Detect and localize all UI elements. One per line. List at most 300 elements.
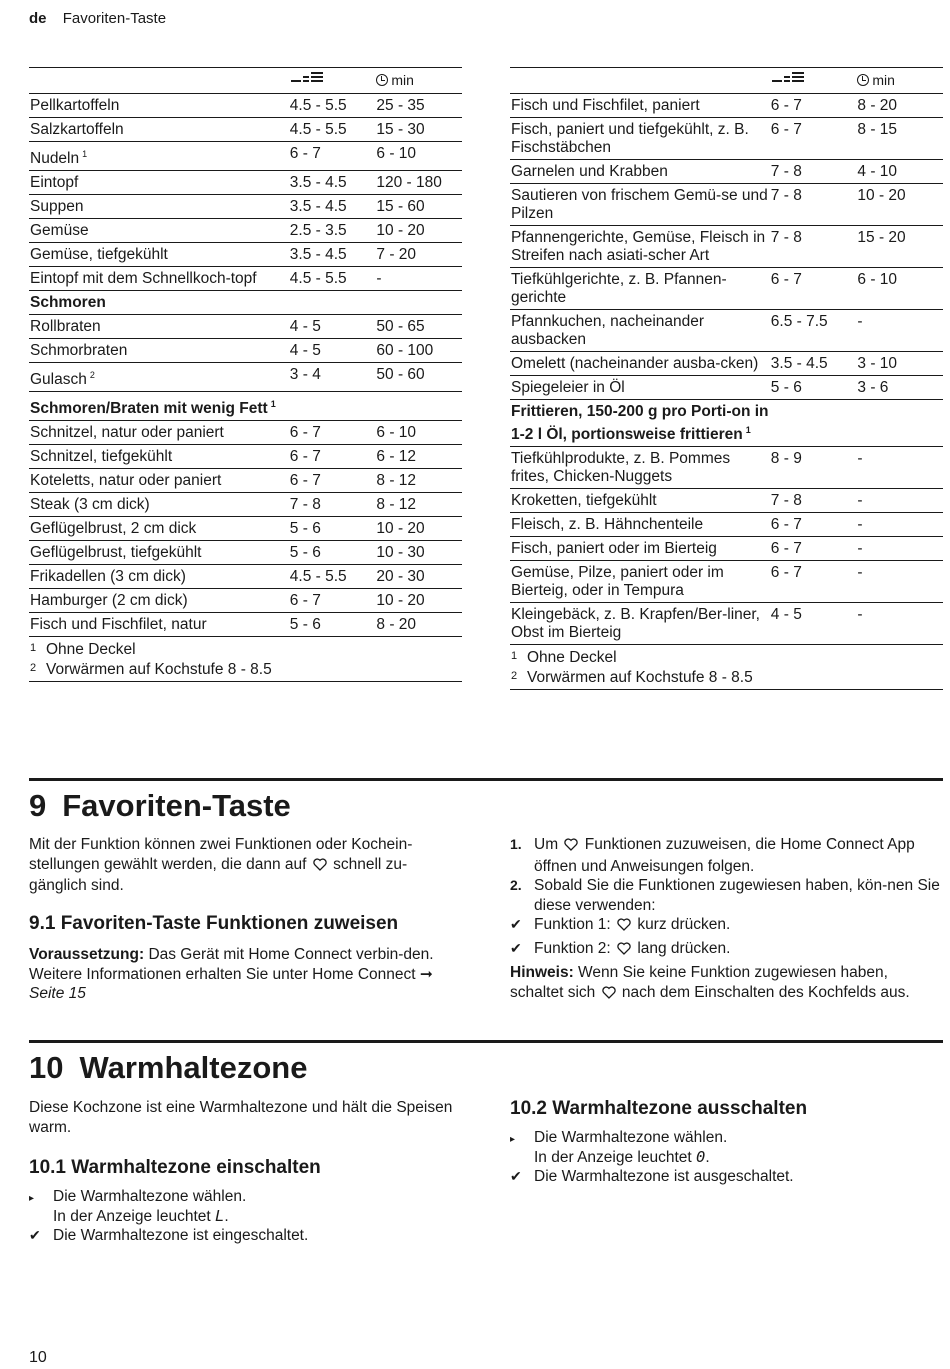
food-name: Fisch, paniert und tiefgekühlt, z. B. Fischstäbchen (511, 121, 749, 156)
food-cell (29, 171, 289, 195)
time-cell (375, 171, 462, 195)
cooking-time: - (857, 564, 863, 581)
table-row (29, 118, 462, 142)
level-cell (770, 537, 857, 561)
subsection-10-1-heading: 10.1 Warmhaltezone einschalten (29, 1157, 321, 1178)
section-title: Warmhaltezone (79, 1050, 308, 1085)
cooking-level: 3 - 4 (289, 366, 321, 383)
note (510, 963, 942, 1004)
table-row (510, 94, 943, 118)
footnote-text: Ohne Deckel (46, 641, 136, 658)
table-row (510, 310, 943, 352)
header-cell-empty (29, 68, 289, 94)
table-row (29, 195, 462, 219)
level-cell (770, 513, 857, 537)
note-text: Wenn Sie keine Funktion zugewiesen haben, schaltet sich (510, 964, 888, 1001)
table-row (510, 226, 943, 268)
table-row (510, 537, 943, 561)
time-cell (375, 339, 462, 363)
food-cell (510, 400, 770, 447)
section-9-steps (510, 835, 942, 1004)
food-cell (29, 142, 289, 171)
display-symbol: 0 (696, 1147, 706, 1166)
food-name: Schnitzel, tiefgekühlt (30, 448, 173, 465)
result-text: Die Warmhaltezone ist ausgeschaltet. (534, 1168, 794, 1185)
section-10-intro: Diese Kochzone ist eine Warmhaltezone und hält die Speisen warm. (29, 1099, 453, 1136)
food-cell (29, 267, 289, 291)
table-footnotes (510, 645, 943, 690)
level-cell (289, 541, 376, 565)
cooking-time: 10 - 20 (376, 592, 425, 609)
food-name: Fisch und Fischfilet, natur (30, 616, 207, 633)
cooking-level: 3.5 - 4.5 (289, 198, 347, 215)
check-icon: ✔ (510, 1168, 522, 1184)
time-cell (375, 493, 462, 517)
food-cell (510, 489, 770, 513)
table-section-row (29, 291, 462, 315)
time-cell (375, 565, 462, 589)
table-row (29, 171, 462, 195)
time-cell (856, 537, 943, 561)
intro-text: Mit der Funktion können zwei Funktionen oder Kochein-stellungen gewählt werden, die dann auf (29, 836, 413, 873)
food-name: Schmoren/Braten mit wenig Fett (30, 400, 268, 417)
cooking-table-left (29, 67, 462, 682)
step-item (510, 835, 942, 876)
cooking-level: 7 - 8 (770, 187, 802, 204)
cooking-level: 5 - 6 (289, 616, 321, 633)
food-cell (29, 589, 289, 613)
hob-level-icon (771, 71, 856, 83)
food-name: Garnelen und Krabben (511, 163, 668, 180)
table-row (29, 421, 462, 445)
food-name: Fisch und Fischfilet, paniert (511, 97, 700, 114)
cooking-level: 2.5 - 3.5 (289, 222, 347, 239)
food-cell (29, 363, 289, 392)
header-cell-empty (510, 68, 770, 94)
cooking-time: - (857, 516, 863, 533)
table-row (29, 613, 462, 637)
food-name: Pfannengerichte, Gemüse, Fleisch in Streifen nach asiati-scher Art (511, 229, 766, 264)
time-cell (856, 513, 943, 537)
table-row (510, 513, 943, 537)
section-number: 10 (29, 1050, 64, 1085)
cooking-time: - (857, 313, 863, 330)
food-cell (29, 392, 289, 421)
food-name: Hamburger (2 cm dick) (30, 592, 188, 609)
table-row (510, 376, 943, 400)
level-cell (289, 363, 376, 392)
footnote (511, 667, 942, 687)
table-row (29, 565, 462, 589)
time-cell (856, 184, 943, 226)
food-cell (29, 565, 289, 589)
level-cell (289, 118, 376, 142)
food-cell (29, 613, 289, 637)
level-cell (770, 118, 857, 160)
subsection-10-2-steps (510, 1128, 942, 1187)
step-item (510, 1128, 942, 1167)
check-icon: ✔ (510, 916, 522, 932)
cooking-time: 50 - 60 (376, 366, 425, 383)
step-text-b: Funktionen zuzuweisen, die Home Connect App öffnen und Anweisungen folgen. (534, 836, 915, 875)
footnote (30, 639, 461, 659)
table-row (29, 517, 462, 541)
cooking-time: - (857, 450, 863, 467)
language-code: de (29, 10, 47, 27)
cooking-level: 6 - 7 (289, 424, 321, 441)
intro-text: schnell zu-gänglich sind. (29, 855, 408, 894)
note-text: nach dem Einschalten des Kochfelds aus. (621, 983, 910, 1001)
food-cell (510, 118, 770, 160)
heart-icon (602, 985, 616, 1005)
food-cell (29, 493, 289, 517)
cooking-table (29, 67, 462, 682)
cooking-time: 4 - 10 (857, 163, 898, 180)
cooking-time: 120 - 180 (376, 174, 442, 191)
table-row (510, 561, 943, 603)
time-header (857, 71, 895, 89)
table-row (29, 243, 462, 267)
time-unit: min (391, 72, 414, 88)
result-item (510, 915, 942, 937)
cooking-time: 8 - 15 (857, 121, 898, 138)
food-name: Sautieren von frischem Gemü-se und Pilzen (511, 187, 768, 222)
cooking-time: 50 - 65 (376, 318, 425, 335)
heart-icon (617, 917, 631, 937)
step-item (510, 876, 942, 915)
subsection-9-1-heading: 9.1 Favoriten-Taste Funktionen zuweisen (29, 913, 399, 934)
result-text-a: Funktion 2: (534, 939, 611, 957)
table-row (29, 219, 462, 243)
footnote-cell (29, 637, 462, 682)
time-cell (375, 445, 462, 469)
time-cell (375, 243, 462, 267)
level-cell (770, 376, 857, 400)
level-cell (289, 339, 376, 363)
header-cell-level (770, 68, 857, 94)
time-unit: min (872, 72, 895, 88)
cooking-time: 10 - 30 (376, 544, 425, 561)
food-cell (510, 226, 770, 268)
table-row (29, 493, 462, 517)
footnote-text: Ohne Deckel (527, 649, 617, 666)
cooking-level: 4.5 - 5.5 (289, 568, 347, 585)
check-icon: ✔ (29, 1227, 41, 1243)
table-header-row (510, 68, 943, 94)
food-name: Tiefkühlgerichte, z. B. Pfannen-gerichte (511, 271, 727, 306)
section-title: Favoriten-Taste (62, 788, 291, 823)
result-text (534, 915, 730, 937)
cooking-time: 20 - 30 (376, 568, 425, 585)
time-cell (375, 315, 462, 339)
time-cell (375, 195, 462, 219)
cooking-level: 8 - 9 (770, 450, 802, 467)
table-row (29, 445, 462, 469)
cooking-time: - (857, 540, 863, 557)
cooking-time: 10 - 20 (857, 187, 906, 204)
table-row (29, 94, 462, 118)
food-cell (29, 315, 289, 339)
level-cell (770, 603, 857, 645)
cooking-time: 10 - 20 (376, 222, 425, 239)
table-row (29, 541, 462, 565)
cooking-level: 6 - 7 (770, 540, 802, 557)
footnote (511, 647, 942, 667)
section-10-heading (29, 1050, 307, 1086)
cooking-level: 6 - 7 (289, 448, 321, 465)
food-cell (29, 195, 289, 219)
food-name: Geflügelbrust, tiefgekühlt (30, 544, 202, 561)
food-cell (510, 160, 770, 184)
heart-icon (313, 857, 327, 877)
footnote-text: Vorwärmen auf Kochstufe 8 - 8.5 (46, 661, 272, 678)
cooking-level: 6 - 7 (770, 564, 802, 581)
time-cell (375, 469, 462, 493)
level-cell (770, 226, 857, 268)
heart-icon (617, 941, 631, 961)
section-number: 9 (29, 788, 47, 823)
prerequisite (29, 945, 461, 1004)
header-cell-level (289, 68, 376, 94)
footnote (30, 659, 461, 679)
time-cell (375, 267, 462, 291)
section-divider (29, 1040, 943, 1043)
time-cell (375, 363, 462, 392)
result-text-b: lang drücken. (637, 939, 731, 957)
food-cell (29, 541, 289, 565)
time-cell (856, 94, 943, 118)
note-label: Hinweis: (510, 964, 574, 981)
food-cell (510, 268, 770, 310)
cooking-time: 8 - 12 (376, 496, 417, 513)
level-cell (770, 310, 857, 352)
triangle-bullet-icon: ▸ (510, 1134, 516, 1145)
food-name: Omelett (nacheinander ausba-cken) (511, 355, 759, 372)
cooking-level: 7 - 8 (770, 163, 802, 180)
cooking-time: 3 - 6 (857, 379, 889, 396)
table-row (29, 142, 462, 171)
level-cell (289, 613, 376, 637)
level-cell (289, 517, 376, 541)
time-cell (856, 352, 943, 376)
page-header (29, 10, 166, 27)
food-cell (510, 184, 770, 226)
header-cell-time (375, 68, 462, 94)
table-row (510, 268, 943, 310)
food-cell (510, 603, 770, 645)
time-cell (375, 291, 462, 315)
subsection-10-1-steps (29, 1187, 461, 1246)
cooking-level: 5 - 6 (289, 544, 321, 561)
level-cell (770, 561, 857, 603)
cooking-time: 8 - 20 (857, 97, 898, 114)
food-cell (29, 445, 289, 469)
table-row (510, 352, 943, 376)
cooking-table-right (510, 67, 943, 690)
step-number: 2. (510, 877, 522, 893)
table-row (510, 603, 943, 645)
cooking-time: 6 - 10 (376, 145, 417, 162)
footnote-ref: 2 (89, 370, 95, 380)
food-name: Steak (3 cm dick) (30, 496, 150, 513)
food-name: Frikadellen (3 cm dick) (30, 568, 186, 585)
table-row (510, 489, 943, 513)
cooking-level: 6 - 7 (289, 472, 321, 489)
cooking-time: - (376, 270, 382, 287)
time-cell (375, 142, 462, 171)
heart-icon (564, 837, 578, 857)
level-cell (770, 94, 857, 118)
footnote-ref: 1 (270, 399, 276, 409)
table-row (510, 118, 943, 160)
food-name: Nudeln (30, 150, 80, 167)
section-divider (29, 778, 943, 781)
step-text: Die Warmhaltezone wählen. In der Anzeige leuchtet L. (53, 1188, 247, 1225)
footnote-number: 1 (30, 642, 37, 654)
food-name: Gemüse, Pilze, paniert oder im Bierteig, oder in Tempura (511, 564, 724, 599)
food-cell (29, 339, 289, 363)
time-cell (375, 392, 462, 421)
footnote-number: 1 (511, 650, 518, 662)
table-row (29, 589, 462, 613)
step-item (29, 1187, 461, 1226)
level-cell (770, 489, 857, 513)
cooking-level: 3.5 - 4.5 (289, 246, 347, 263)
cooking-time: 3 - 10 (857, 355, 898, 372)
table-section-row (29, 392, 462, 421)
cooking-level: 4.5 - 5.5 (289, 270, 347, 287)
time-cell (375, 589, 462, 613)
cooking-level: 7 - 8 (289, 496, 321, 513)
footnote-number: 2 (30, 662, 37, 674)
food-name: Fisch, paniert oder im Bierteig (511, 540, 717, 557)
time-cell (375, 613, 462, 637)
time-cell (375, 118, 462, 142)
time-cell (856, 310, 943, 352)
cooking-level: 4.5 - 5.5 (289, 97, 347, 114)
cooking-level: 6 - 7 (770, 121, 802, 138)
cooking-table (510, 67, 943, 690)
food-cell (510, 513, 770, 537)
cooking-time: 10 - 20 (376, 520, 425, 537)
food-cell (29, 291, 289, 315)
time-cell (856, 603, 943, 645)
food-cell (29, 94, 289, 118)
food-name: Kroketten, tiefgekühlt (511, 492, 657, 509)
cooking-time: 60 - 100 (376, 342, 434, 359)
result-text-a: Funktion 1: (534, 916, 611, 933)
time-cell (856, 268, 943, 310)
cooking-time: 6 - 12 (376, 448, 417, 465)
triangle-bullet-icon: ▸ (29, 1193, 35, 1204)
food-cell (29, 517, 289, 541)
footnote-text: Vorwärmen auf Kochstufe 8 - 8.5 (527, 669, 753, 686)
level-cell (289, 421, 376, 445)
level-cell (289, 589, 376, 613)
step-text (534, 835, 942, 876)
level-cell (289, 565, 376, 589)
cooking-level: 7 - 8 (770, 229, 802, 246)
food-name: Pfannkuchen, nacheinander ausbacken (511, 313, 705, 348)
table-row (510, 447, 943, 489)
header-cell-time (856, 68, 943, 94)
food-cell (29, 118, 289, 142)
page-link[interactable]: Seite 15 (29, 985, 86, 1002)
food-name: Tiefkühlprodukte, z. B. Pommes frites, Chicken-Nuggets (511, 450, 731, 485)
level-cell (289, 392, 376, 421)
level-cell (289, 195, 376, 219)
time-cell (375, 517, 462, 541)
cooking-level: 6 - 7 (770, 97, 802, 114)
food-cell (29, 421, 289, 445)
time-cell (856, 400, 943, 447)
food-name: Salzkartoffeln (30, 121, 124, 138)
time-cell (856, 226, 943, 268)
cooking-level: 6 - 7 (289, 592, 321, 609)
result-item (510, 1167, 942, 1187)
result-text: Die Warmhaltezone ist eingeschaltet. (53, 1227, 309, 1244)
clock-icon (376, 74, 388, 86)
food-name: Rollbraten (30, 318, 101, 335)
prerequisite-text: Das Gerät mit Home Connect verbin-den. Weitere Informationen erhalten Sie unter Home Connect (29, 946, 434, 983)
level-cell (289, 445, 376, 469)
time-cell (375, 94, 462, 118)
display-symbol: L (215, 1206, 225, 1225)
level-cell (770, 160, 857, 184)
table-row (29, 267, 462, 291)
level-cell (289, 469, 376, 493)
step-number: 1. (510, 836, 522, 852)
food-name: Eintopf (30, 174, 79, 191)
cooking-level: 5 - 6 (289, 520, 321, 537)
level-cell (289, 171, 376, 195)
footnote-number: 2 (511, 670, 518, 682)
food-name: Pellkartoffeln (30, 97, 120, 114)
cooking-level: 7 - 8 (770, 492, 802, 509)
result-text-b: kurz drücken. (637, 916, 731, 933)
food-cell (510, 376, 770, 400)
cooking-level: 4.5 - 5.5 (289, 121, 347, 138)
time-header (376, 71, 414, 89)
cooking-time: 6 - 10 (376, 424, 417, 441)
level-cell (289, 243, 376, 267)
check-icon: ✔ (510, 939, 522, 956)
cooking-time: 15 - 60 (376, 198, 425, 215)
table-row (29, 363, 462, 392)
time-cell (375, 541, 462, 565)
cooking-level: 4 - 5 (770, 606, 802, 623)
time-cell (856, 447, 943, 489)
time-cell (375, 219, 462, 243)
food-cell (29, 243, 289, 267)
step-text-a: Die Warmhaltezone wählen. (534, 1129, 728, 1146)
table-section-row (510, 400, 943, 447)
page-number: 10 (29, 1349, 47, 1366)
cooking-level: 6 - 7 (770, 271, 802, 288)
table-row (510, 184, 943, 226)
food-cell (510, 352, 770, 376)
result-item (29, 1226, 461, 1246)
food-cell (510, 561, 770, 603)
cooking-level: 3.5 - 4.5 (770, 355, 828, 372)
step-text-a: Die Warmhaltezone wählen. (53, 1188, 247, 1205)
cooking-level: 6 - 7 (289, 145, 321, 162)
subsection-10-2-heading: 10.2 Warmhaltezone ausschalten (510, 1098, 808, 1119)
level-cell (770, 352, 857, 376)
footnote-cell (510, 645, 943, 690)
cooking-level: 4 - 5 (289, 318, 321, 335)
table-row (29, 315, 462, 339)
